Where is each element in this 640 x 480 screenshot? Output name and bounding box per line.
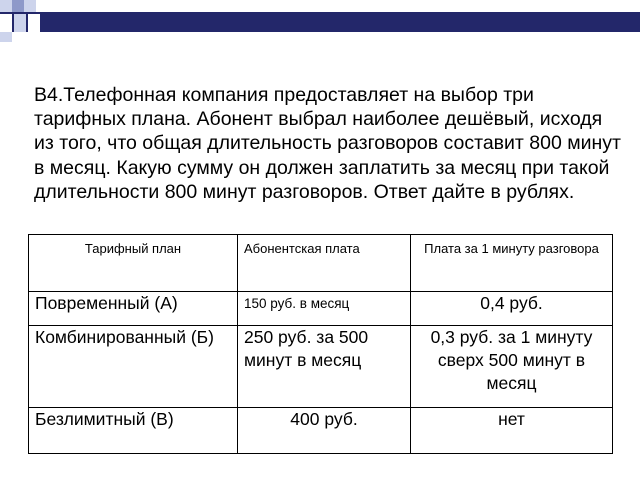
header-band — [0, 12, 640, 32]
cell-plan: Безлимитный (В) — [29, 408, 238, 454]
header-per-minute-fee: Плата за 1 минуту разговора — [411, 235, 613, 292]
deco-square — [0, 32, 12, 42]
header-tariff-plan: Тарифный план — [29, 235, 238, 292]
table-row — [29, 326, 613, 408]
table-row — [29, 292, 613, 326]
cell-plan: Комбинированный (Б) — [29, 326, 238, 408]
cell-fee: 400 руб. — [238, 408, 411, 454]
deco-square — [0, 0, 12, 12]
header-subscription-fee: Абонентская плата — [238, 235, 411, 292]
cell-fee: 150 руб. в месяц — [238, 292, 411, 326]
deco-square — [0, 14, 12, 32]
table-header-row — [29, 235, 613, 292]
tariff-table — [28, 234, 613, 454]
cell-plan: Повременный (А) — [29, 292, 238, 326]
cell-minute-fee: 0,3 руб. за 1 минуту сверх 500 минут в месяц — [411, 326, 613, 408]
deco-square — [14, 14, 26, 32]
table-row — [29, 408, 613, 454]
deco-square — [12, 0, 24, 12]
cell-minute-fee: нет — [411, 408, 613, 454]
cell-fee: 250 руб. за 500 минут в месяц — [238, 326, 411, 408]
problem-text: В4.Телефонная компания предоставляет на выбор три тарифных плана. Абонент выбрал наиболее дешёвый, исходя из того, что общая длительность разговоров составит 800 минут в месяц. Какую сумму он должен заплатить за месяц при такой длительности 800 минут разговоров. Ответ дайте в рублях. — [34, 84, 621, 203]
cell-minute-fee: 0,4 руб. — [411, 292, 613, 326]
deco-square — [24, 0, 36, 12]
deco-square — [28, 14, 40, 32]
